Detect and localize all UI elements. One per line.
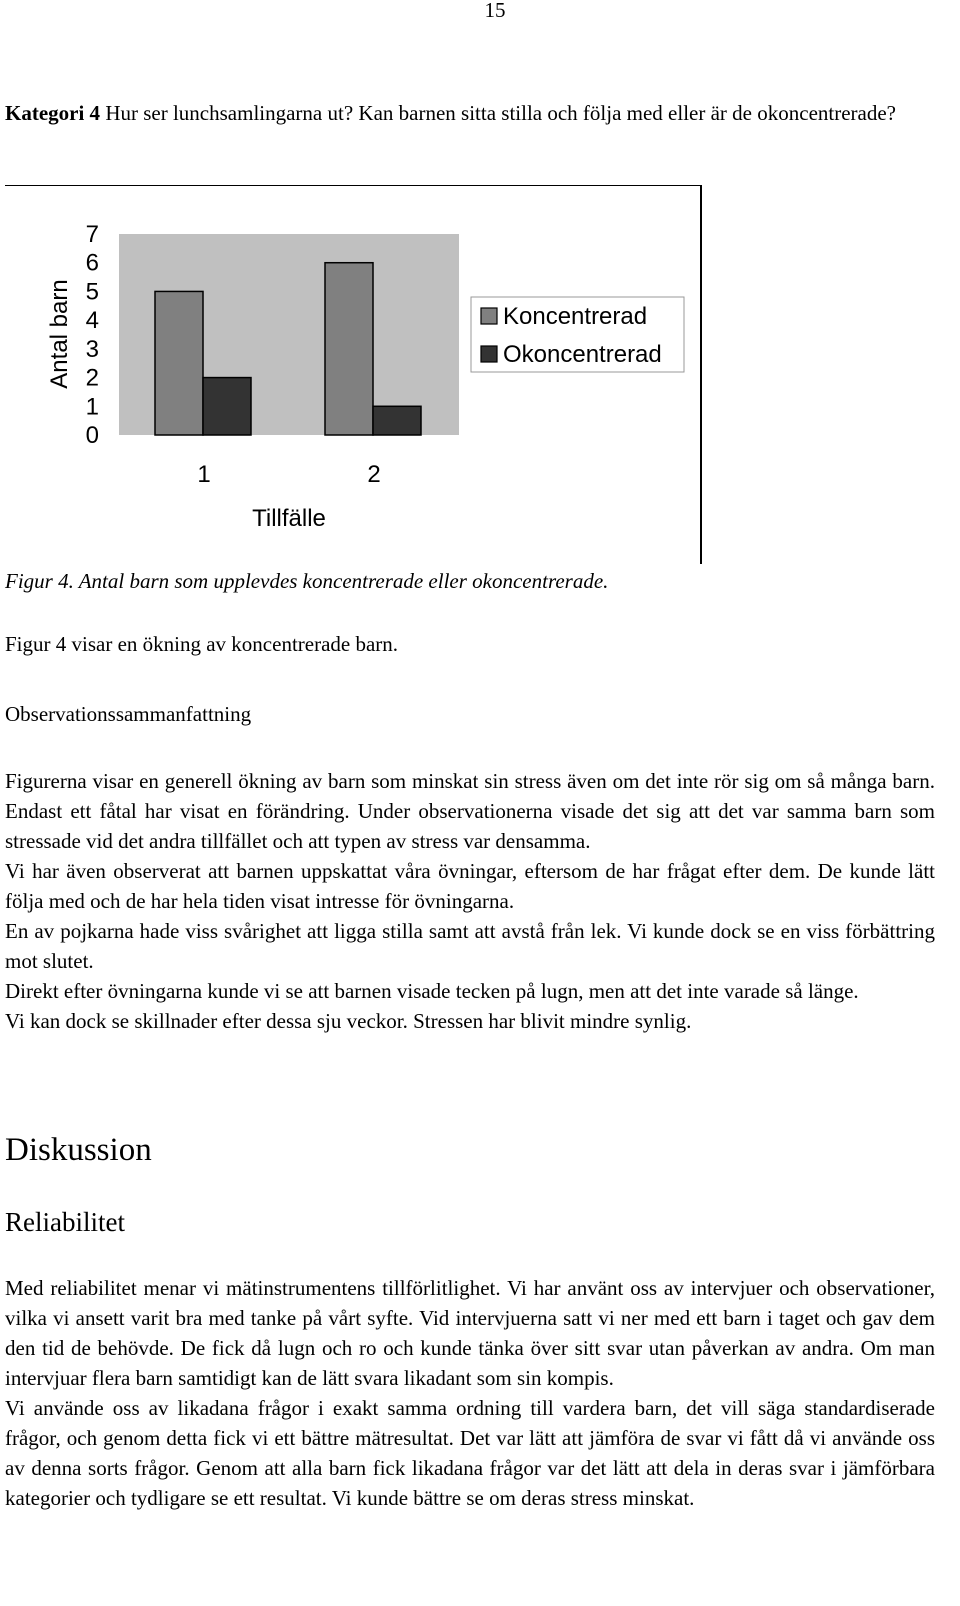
x-axis-title: Tillfälle: [252, 505, 326, 532]
x-tick-label: 2: [367, 461, 381, 488]
bar-okoncentrerad-2: [373, 406, 421, 435]
category-question: [5, 98, 940, 128]
y-tick-label: 7: [85, 221, 99, 248]
reliability-heading: Reliabilitet: [5, 1207, 125, 1237]
observation-heading: Observationssammanfattning: [5, 702, 252, 726]
category-question-text: Hur ser lunchsamlingarna ut? Kan barnen sitta stilla och följa med eller är de okoncentrerade?: [100, 101, 896, 125]
reliability-body: [5, 1273, 935, 1513]
observation-paragraph: Figurerna visar en generell ökning av barn som minskat sin stress även om det inte rör sig om så många barn. Endast ett fåtal har visat en förändring. Under observationerna visade det sig att det var samma barn som stressade vid det andra tillfället och att typen av stress var densamma.: [5, 769, 935, 853]
bar-okoncentrerad-1: [203, 378, 251, 435]
observation-body: [5, 766, 935, 1036]
observation-paragraph: Vi kan dock se skillnader efter dessa sju veckor. Stressen har blivit mindre synlig.: [5, 1009, 692, 1033]
y-axis-title: Antal barn: [46, 279, 73, 389]
observation-paragraph: En av pojkarna hade viss svårighet att ligga stilla samt att avstå från lek. Vi kunde dock se en viss förbättring mot slutet.: [5, 919, 935, 973]
reliability-paragraph: Vi använde oss av likadana frågor i exakt samma ordning till vardera barn, det vill säga standardiserade frågor, och genom detta fick vi ett bättre mätresultat. Det var lätt att jämföra de svar vi fått då vi använde oss av denna sorts frågor. Genom att alla barn fick likadana frågor var det lätt att dela in deras svar i jämförbara kategorier och tydligare se ett resultat. Vi kunde bättre se om deras stress minskat.: [5, 1396, 935, 1510]
bar-koncentrerad-2: [325, 263, 373, 435]
y-tick-label: 0: [85, 422, 99, 449]
figure-summary: Figur 4 visar en ökning av koncentrerade barn.: [5, 632, 399, 656]
legend-label-okoncentrerad: Okoncentrerad: [503, 341, 662, 368]
legend: [471, 297, 684, 372]
bar-koncentrerad-1: [155, 291, 203, 435]
y-tick-label: 3: [85, 335, 99, 363]
legend-swatch-koncentrerad: [481, 308, 497, 324]
y-tick-label: 1: [85, 393, 99, 421]
category-label: Kategori 4: [5, 101, 101, 125]
y-tick-label: 6: [85, 249, 99, 277]
discussion-heading: Diskussion: [5, 1132, 152, 1168]
chart-frame: [5, 185, 702, 564]
legend-swatch-okoncentrerad: [481, 346, 497, 362]
y-tick-label: 2: [85, 364, 99, 392]
x-tick-label: 1: [197, 461, 211, 488]
y-tick-label: 5: [85, 278, 99, 306]
observation-paragraph: Direkt efter övningarna kunde vi se att barnen visade tecken på lugn, men att det inte varade så länge.: [5, 979, 859, 1003]
bar-chart: [5, 186, 700, 564]
figure-caption: Figur 4. Antal barn som upplevdes koncentrerade eller okoncentrerade.: [5, 569, 609, 593]
reliability-paragraph: Med reliabilitet menar vi mätinstrumentens tillförlitlighet. Vi har använt oss av intervjuer och observationer, vilka vi ansett varit bra med tanke på vårt syfte. Vid intervjuerna satt vi ner med ett barn i taget och gav dem den tid de behövde. De fick då lugn och ro och kunde tänka över sitt svar utan påverkan av andra. Om man intervjuar flera barn samtidigt kan de lätt svara likadant som sin kompis.: [5, 1276, 935, 1390]
observation-paragraph: Vi har även observerat att barnen uppskattat våra övningar, eftersom de har frågat efter dem. De kunde lätt följa med och de har hela tiden visat intresse för övningarna.: [5, 859, 935, 913]
legend-label-koncentrerad: Koncentrerad: [503, 303, 648, 330]
y-tick-label: 4: [85, 307, 99, 335]
page-number: 15: [484, 0, 506, 22]
